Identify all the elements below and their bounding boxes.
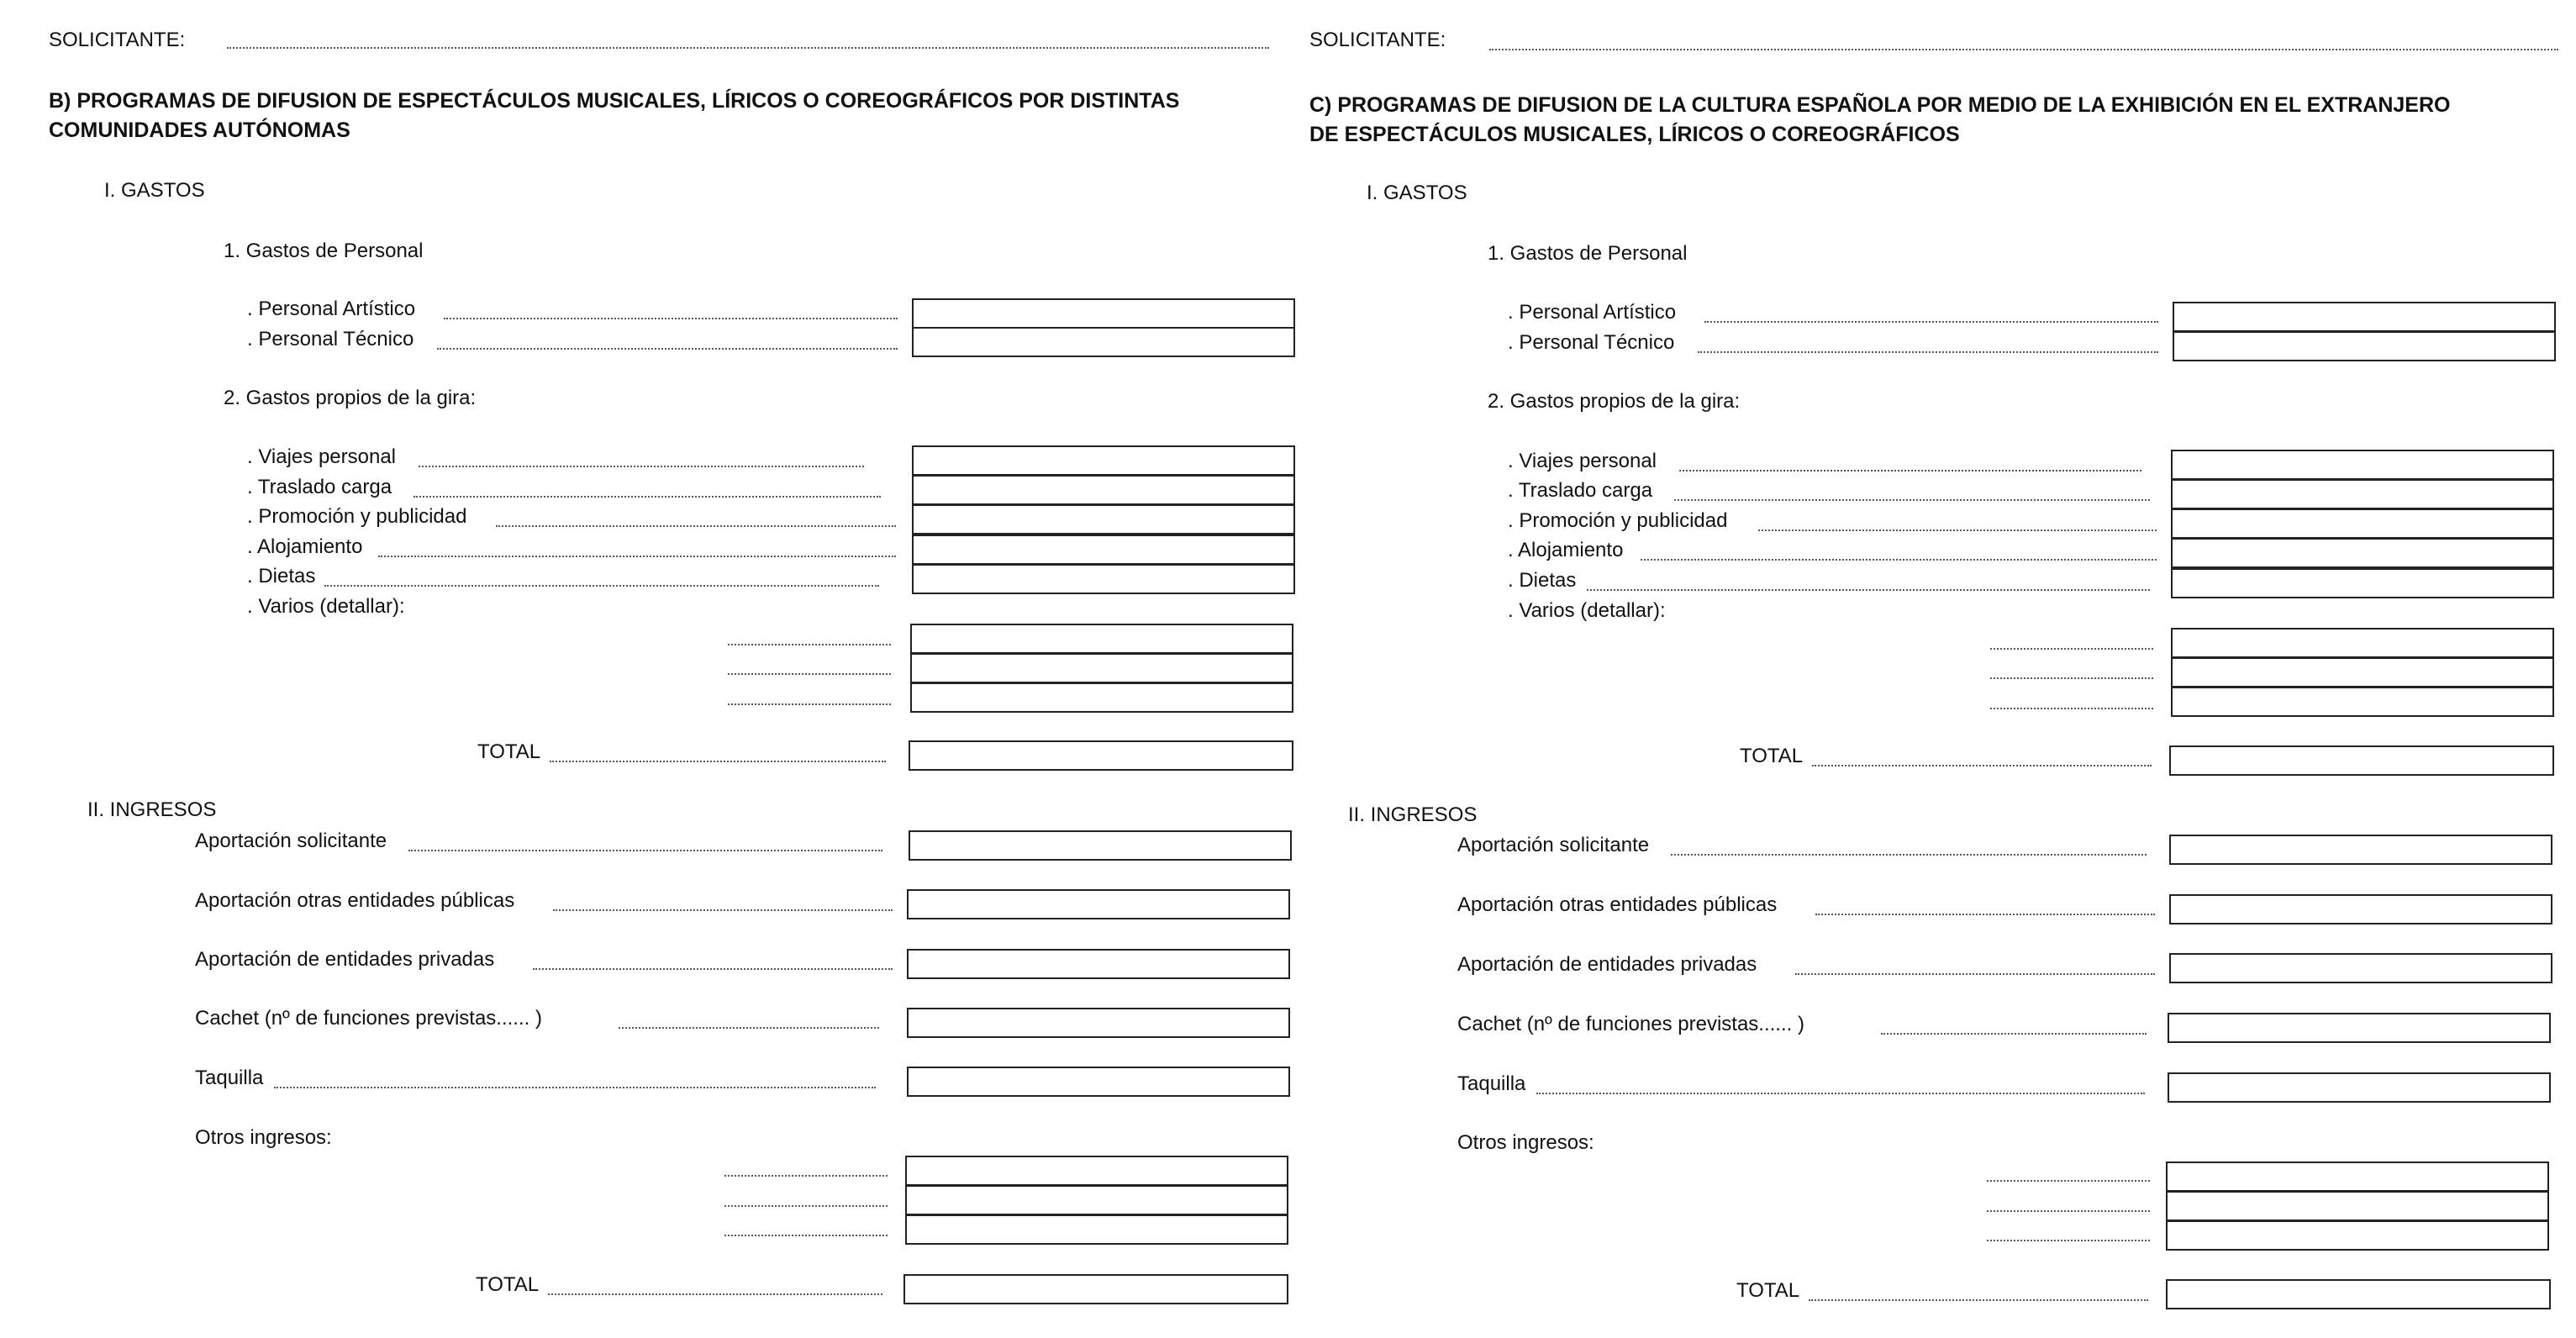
aportacion-publicas-input[interactable]: [2169, 894, 2552, 924]
otros-input-1[interactable]: [2166, 1162, 2549, 1192]
ingresos-heading: II. INGRESOS: [87, 798, 217, 821]
traslado-label: . Traslado carga: [247, 476, 392, 498]
varios-input-1[interactable]: [910, 624, 1293, 654]
varios-input-2[interactable]: [2171, 657, 2554, 687]
personal-artistico-label: . Personal Artístico: [1508, 301, 1677, 324]
taquilla-input[interactable]: [2168, 1072, 2551, 1103]
aportacion-privadas-input[interactable]: [2169, 953, 2552, 983]
gastos-total-label: TOTAL: [1740, 745, 1804, 767]
otros-input-2[interactable]: [905, 1185, 1288, 1215]
personal-artistico-label: . Personal Artístico: [247, 298, 416, 320]
aportacion-publicas-input[interactable]: [907, 889, 1290, 919]
otros-item-2[interactable]: [724, 1205, 888, 1207]
alojamiento-label: . Alojamiento: [1508, 539, 1624, 561]
aportacion-privadas-label: Aportación de entidades privadas: [195, 948, 495, 971]
varios-item-3[interactable]: [728, 703, 891, 705]
aportacion-privadas-label: Aportación de entidades privadas: [1457, 953, 1757, 976]
aportacion-privadas-input[interactable]: [907, 949, 1290, 979]
taquilla-input[interactable]: [907, 1067, 1290, 1097]
solicitante-label: SOLICITANTE:: [49, 29, 186, 51]
aportacion-publicas-label: Aportación otras entidades públicas: [1457, 893, 1778, 916]
otros-item-1[interactable]: [1987, 1180, 2150, 1182]
personal-tecnico-label: . Personal Técnico: [247, 328, 414, 350]
personal-artistico-input[interactable]: [912, 298, 1295, 329]
varios-label: . Varios (detallar):: [247, 595, 405, 618]
solicitante-field[interactable]: [1489, 49, 2558, 50]
gastos-heading: I. GASTOS: [1367, 182, 1467, 204]
traslado-input[interactable]: [2171, 479, 2554, 509]
alojamiento-input[interactable]: [2171, 538, 2554, 568]
gira-heading: 2. Gastos propios de la gira:: [224, 387, 477, 409]
aportacion-solicitante-label: Aportación solicitante: [1457, 834, 1650, 856]
ingresos-total-input[interactable]: [903, 1274, 1288, 1304]
promocion-label: . Promoción y publicidad: [1508, 509, 1728, 532]
section-c-title-line1: C) PROGRAMAS DE DIFUSION DE LA CULTURA ESPAÑOLA POR MEDIO DE LA EXHIBICIÓN EN EL EXTRANJERO: [1309, 93, 2451, 117]
varios-item-2[interactable]: [1990, 677, 2153, 679]
gastos-total-label: TOTAL: [477, 740, 541, 763]
otros-ingresos-label: Otros ingresos:: [1457, 1131, 1594, 1154]
dietas-label: . Dietas: [247, 565, 316, 587]
taquilla-label: Taquilla: [195, 1067, 264, 1089]
varios-item-1[interactable]: [1990, 648, 2153, 650]
varios-input-3[interactable]: [2171, 687, 2554, 717]
otros-ingresos-label: Otros ingresos:: [195, 1126, 332, 1149]
otros-input-1[interactable]: [905, 1156, 1288, 1186]
personal-tecnico-label: . Personal Técnico: [1508, 331, 1675, 354]
dietas-input[interactable]: [912, 564, 1295, 594]
personal-tecnico-input[interactable]: [2173, 331, 2556, 361]
cachet-input[interactable]: [907, 1008, 1290, 1038]
personal-heading: 1. Gastos de Personal: [224, 240, 424, 262]
otros-input-3[interactable]: [905, 1214, 1288, 1245]
varios-label: . Varios (detallar):: [1508, 599, 1666, 622]
aportacion-solicitante-label: Aportación solicitante: [195, 830, 387, 852]
traslado-input[interactable]: [912, 475, 1295, 505]
gastos-total-input[interactable]: [2169, 745, 2554, 776]
personal-heading: 1. Gastos de Personal: [1488, 242, 1688, 265]
gastos-heading: I. GASTOS: [104, 179, 205, 202]
taquilla-label: Taquilla: [1457, 1072, 1526, 1095]
alojamiento-label: . Alojamiento: [247, 535, 363, 558]
varios-item-1[interactable]: [728, 644, 891, 645]
cachet-label: Cachet (nº de funciones previstas...... ): [1457, 1013, 1804, 1035]
otros-item-3[interactable]: [1987, 1240, 2150, 1241]
promocion-input[interactable]: [912, 504, 1295, 535]
otros-input-2[interactable]: [2166, 1191, 2549, 1221]
gira-heading: 2. Gastos propios de la gira:: [1488, 390, 1741, 413]
otros-input-3[interactable]: [2166, 1220, 2549, 1251]
otros-item-3[interactable]: [724, 1235, 888, 1236]
varios-input-2[interactable]: [910, 653, 1293, 683]
varios-input-3[interactable]: [910, 682, 1293, 713]
gastos-total-input[interactable]: [909, 740, 1293, 771]
cachet-input[interactable]: [2168, 1013, 2551, 1043]
section-b-title-line2: COMUNIDADES AUTÓNOMAS: [49, 119, 350, 142]
ingresos-heading: II. INGRESOS: [1348, 803, 1478, 826]
viajes-label: . Viajes personal: [247, 445, 396, 468]
cachet-label: Cachet (nº de funciones previstas...... ): [195, 1007, 542, 1030]
varios-item-2[interactable]: [728, 673, 891, 675]
aportacion-publicas-label: Aportación otras entidades públicas: [195, 889, 515, 912]
section-c-title-line2: DE ESPECTÁCULOS MUSICALES, LÍRICOS O COREOGRÁFICOS: [1309, 123, 1960, 146]
solicitante-label: SOLICITANTE:: [1309, 29, 1446, 51]
aportacion-solicitante-input[interactable]: [2169, 835, 2552, 865]
personal-artistico-input[interactable]: [2173, 302, 2556, 332]
section-c-form: [1294, 0, 2576, 1338]
viajes-input[interactable]: [2171, 450, 2554, 480]
varios-item-3[interactable]: [1990, 708, 2153, 709]
ingresos-total-label: TOTAL: [1736, 1279, 1800, 1302]
varios-input-1[interactable]: [2171, 628, 2554, 658]
ingresos-total-input[interactable]: [2166, 1279, 2551, 1309]
section-b-title-line1: B) PROGRAMAS DE DIFUSION DE ESPECTÁCULOS MUSICALES, LÍRICOS O COREOGRÁFICOS POR DISTINTAS: [49, 89, 1180, 113]
viajes-label: . Viajes personal: [1508, 450, 1657, 472]
promocion-label: . Promoción y publicidad: [247, 505, 467, 528]
dietas-input[interactable]: [2171, 568, 2554, 598]
aportacion-solicitante-input[interactable]: [909, 830, 1292, 861]
viajes-input[interactable]: [912, 445, 1295, 476]
personal-tecnico-input[interactable]: [912, 327, 1295, 357]
otros-item-1[interactable]: [724, 1175, 888, 1177]
alojamiento-input[interactable]: [912, 535, 1295, 565]
traslado-label: . Traslado carga: [1508, 479, 1653, 502]
solicitante-field[interactable]: [227, 47, 1269, 49]
ingresos-total-label: TOTAL: [476, 1273, 540, 1296]
otros-item-2[interactable]: [1987, 1210, 2150, 1212]
promocion-input[interactable]: [2171, 508, 2554, 539]
dietas-label: . Dietas: [1508, 569, 1577, 592]
